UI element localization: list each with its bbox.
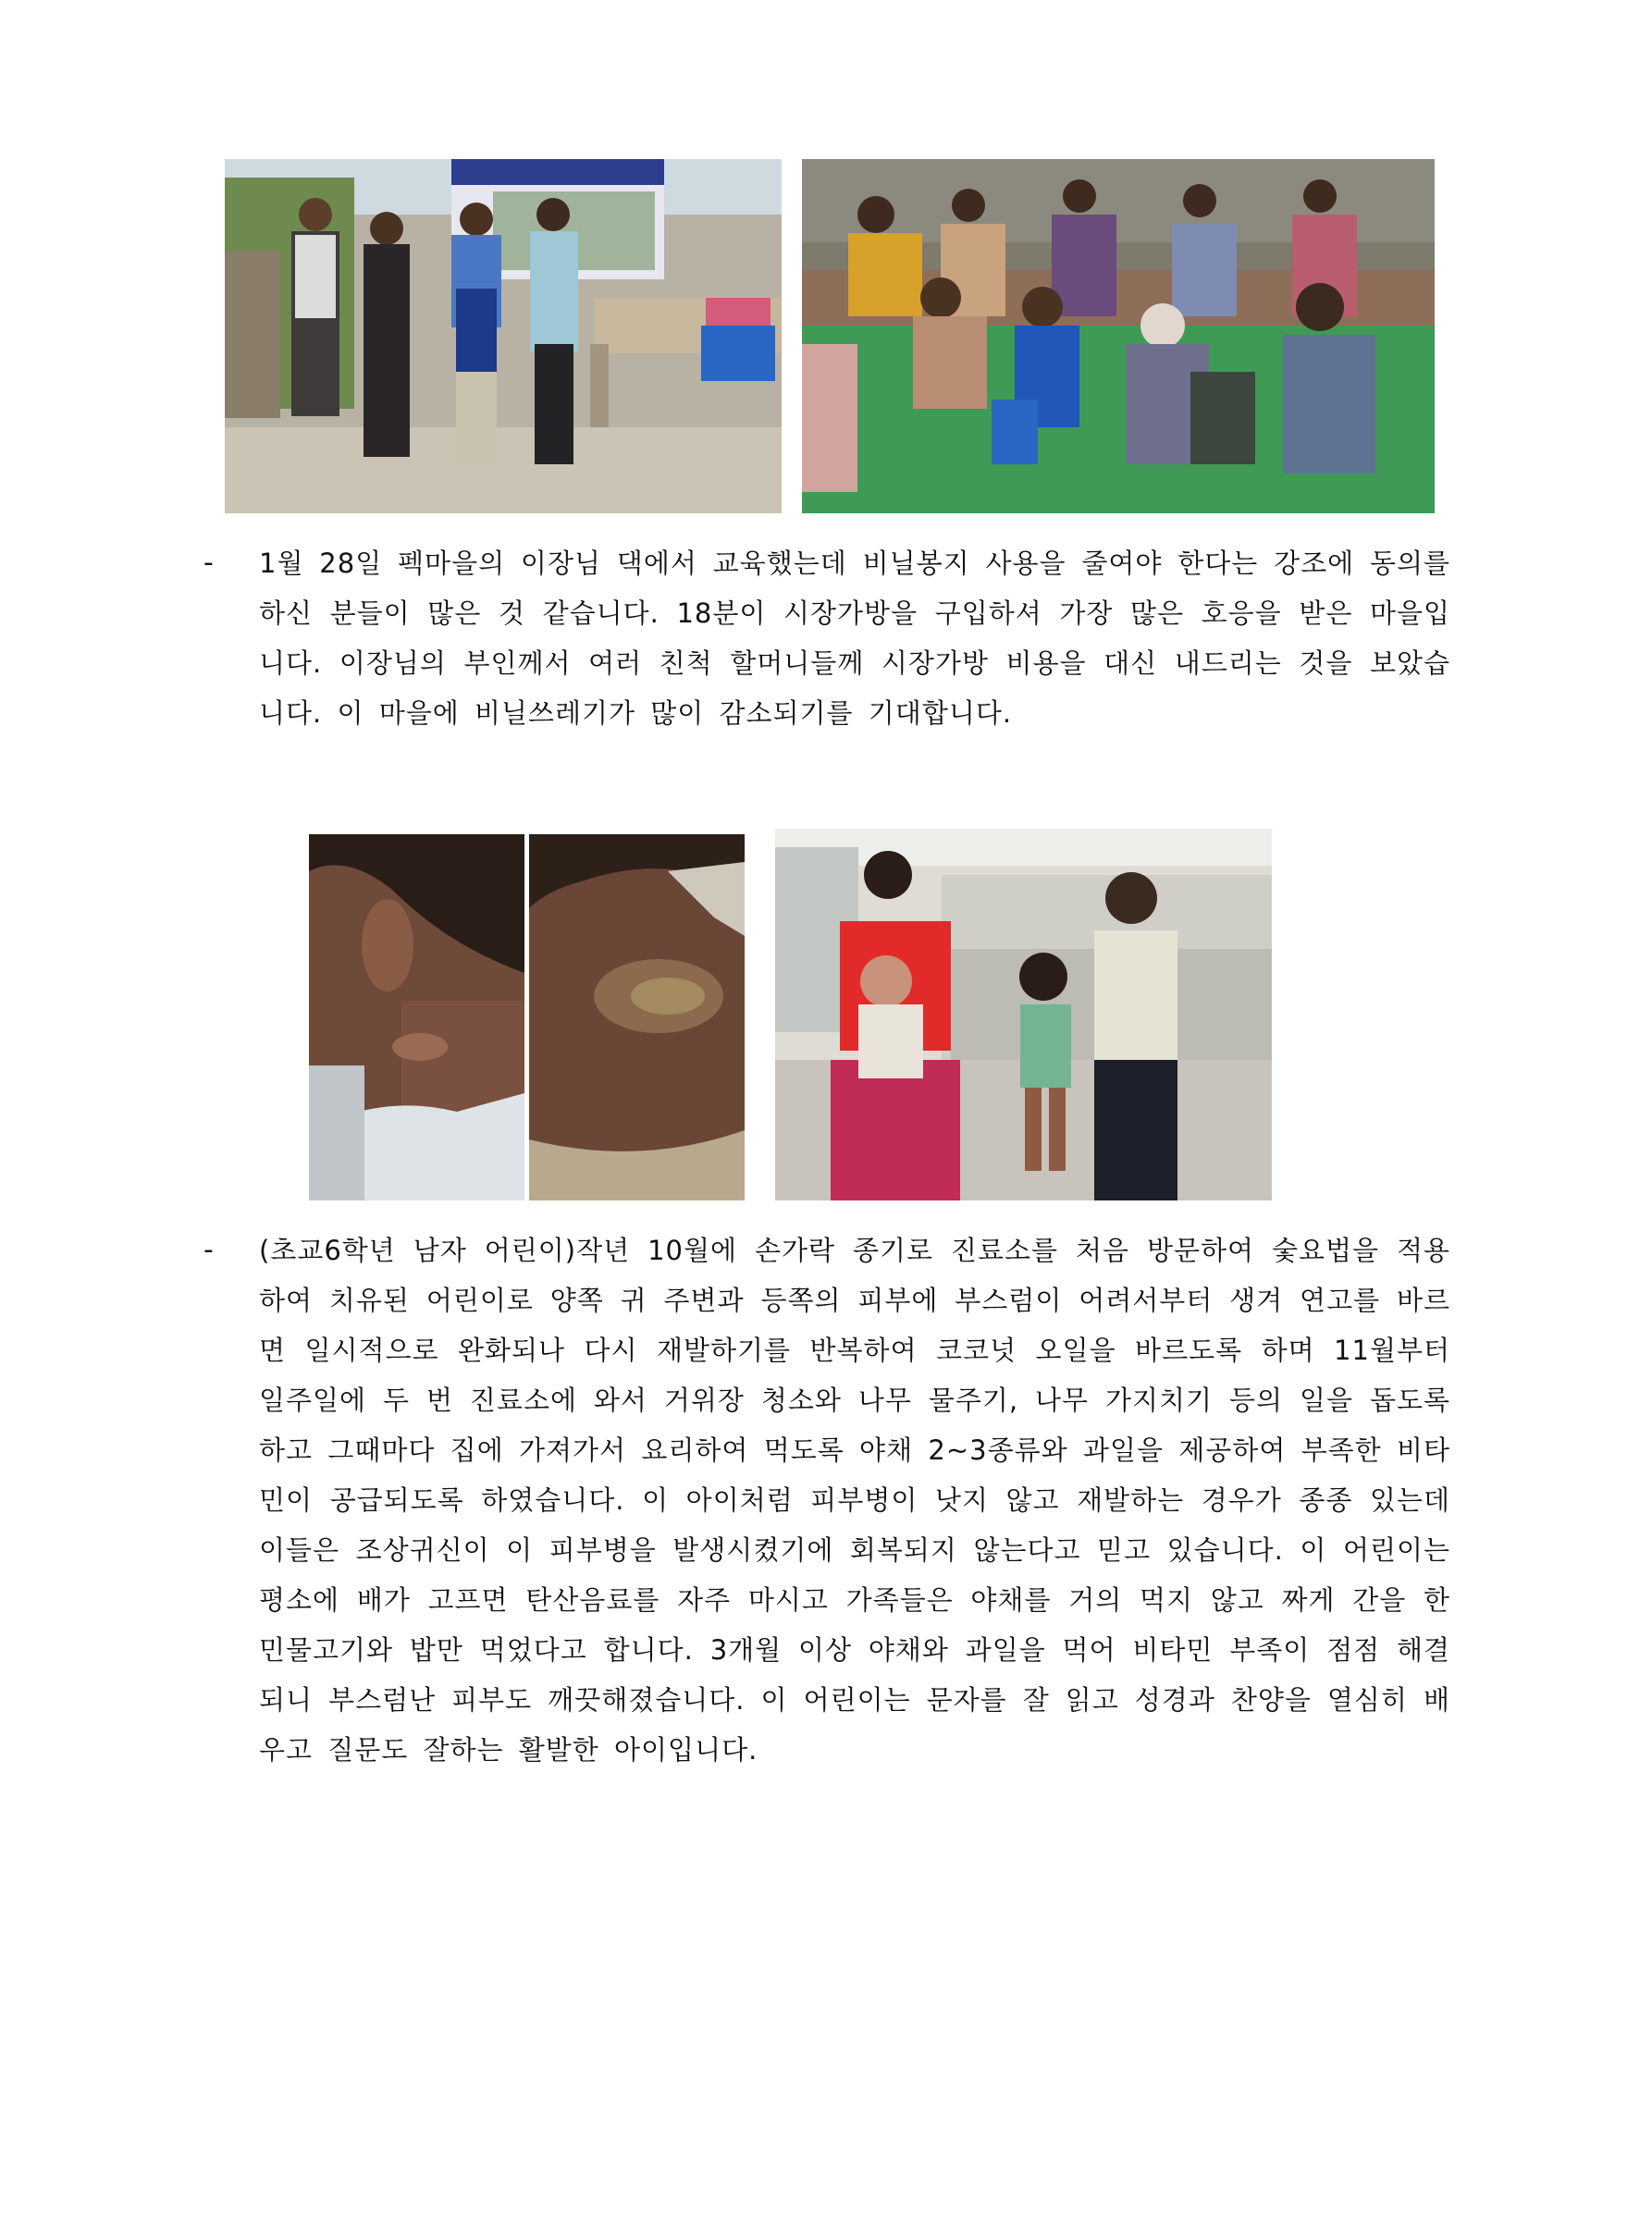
- photo-child-ear-skin: [309, 834, 524, 1200]
- bullet-dash: -: [203, 547, 214, 579]
- bullet-section-2: [203, 1225, 1461, 1836]
- paragraph-village-education: 1월 28일 펙마을의 이장님 댁에서 교육했는데 비닐봉지 사용을 줄여야 한다는 강조에 동의를 하신 분들이 많은 것 같습니다. 18분이 시장가방을 구입하셔 가장 많은 호응을 받은 마을입니다. 이장님의 부인께서 여러 친척 할머니들께 시장가방 비용을 대신 내드리는 것을 보았습니다. 이 마을에 비닐쓰레기가 많이 감소되기를 기대합니다.: [259, 548, 1450, 729]
- bullet-section-1: [203, 538, 1461, 742]
- bullet-dash: -: [203, 1234, 214, 1266]
- photo-village-chief-group: [225, 159, 782, 513]
- paragraph-child-skin-treatment: (초교6학년 남자 어린이)작년 10월에 손가락 종기로 진료소를 처음 방문하여 숯요법을 적용하여 치유된 어린이로 양쪽 귀 주변과 등쪽의 피부에 부스럼이 어려서부터 생겨 연고를 바르면 일시적으로 완화되나 다시 재발하기를 반복하여 코코넛 오일을 바르도록 하며 11월부터 일주일에 두 번 진료소에 와서 거위장 청소와 나무 물주기, 나무 가지치기 등의 일을 돕도록 하고 그때마다 집에 가져가서 요리하여 먹도록 야채 2~3종류와 과일을 제공하여 부족한 비타민이 공급되도록 하였습니다. 이 아이처럼 피부병이 낫지 않고 재발하는 경우가 종종 있는데 이들은 조상귀신이 이 피부병을 발생시켰기에 회복되지 않는다고 믿고 있습니다. 이 어린이는 평소에 배가 고프면 탄산음료를 자주 마시고 가족들은 야채를 거의 먹지 않고 짜게 간을 한 민물고기와 밥만 먹었다고 합니다. 3개월 이상 야채와 과일을 먹어 비타민 부족이 점점 해결되니 부스럼난 피부도 깨끗해졌습니다. 이 어린이는 문자를 잘 읽고 성경과 찬양을 열심히 배우고 질문도 잘하는 활발한 아이입니다.: [259, 1235, 1450, 1766]
- photo-clinic-family: [775, 829, 1272, 1200]
- photo-villagers-seated: [802, 159, 1435, 513]
- photo-child-back-skin: [529, 834, 745, 1200]
